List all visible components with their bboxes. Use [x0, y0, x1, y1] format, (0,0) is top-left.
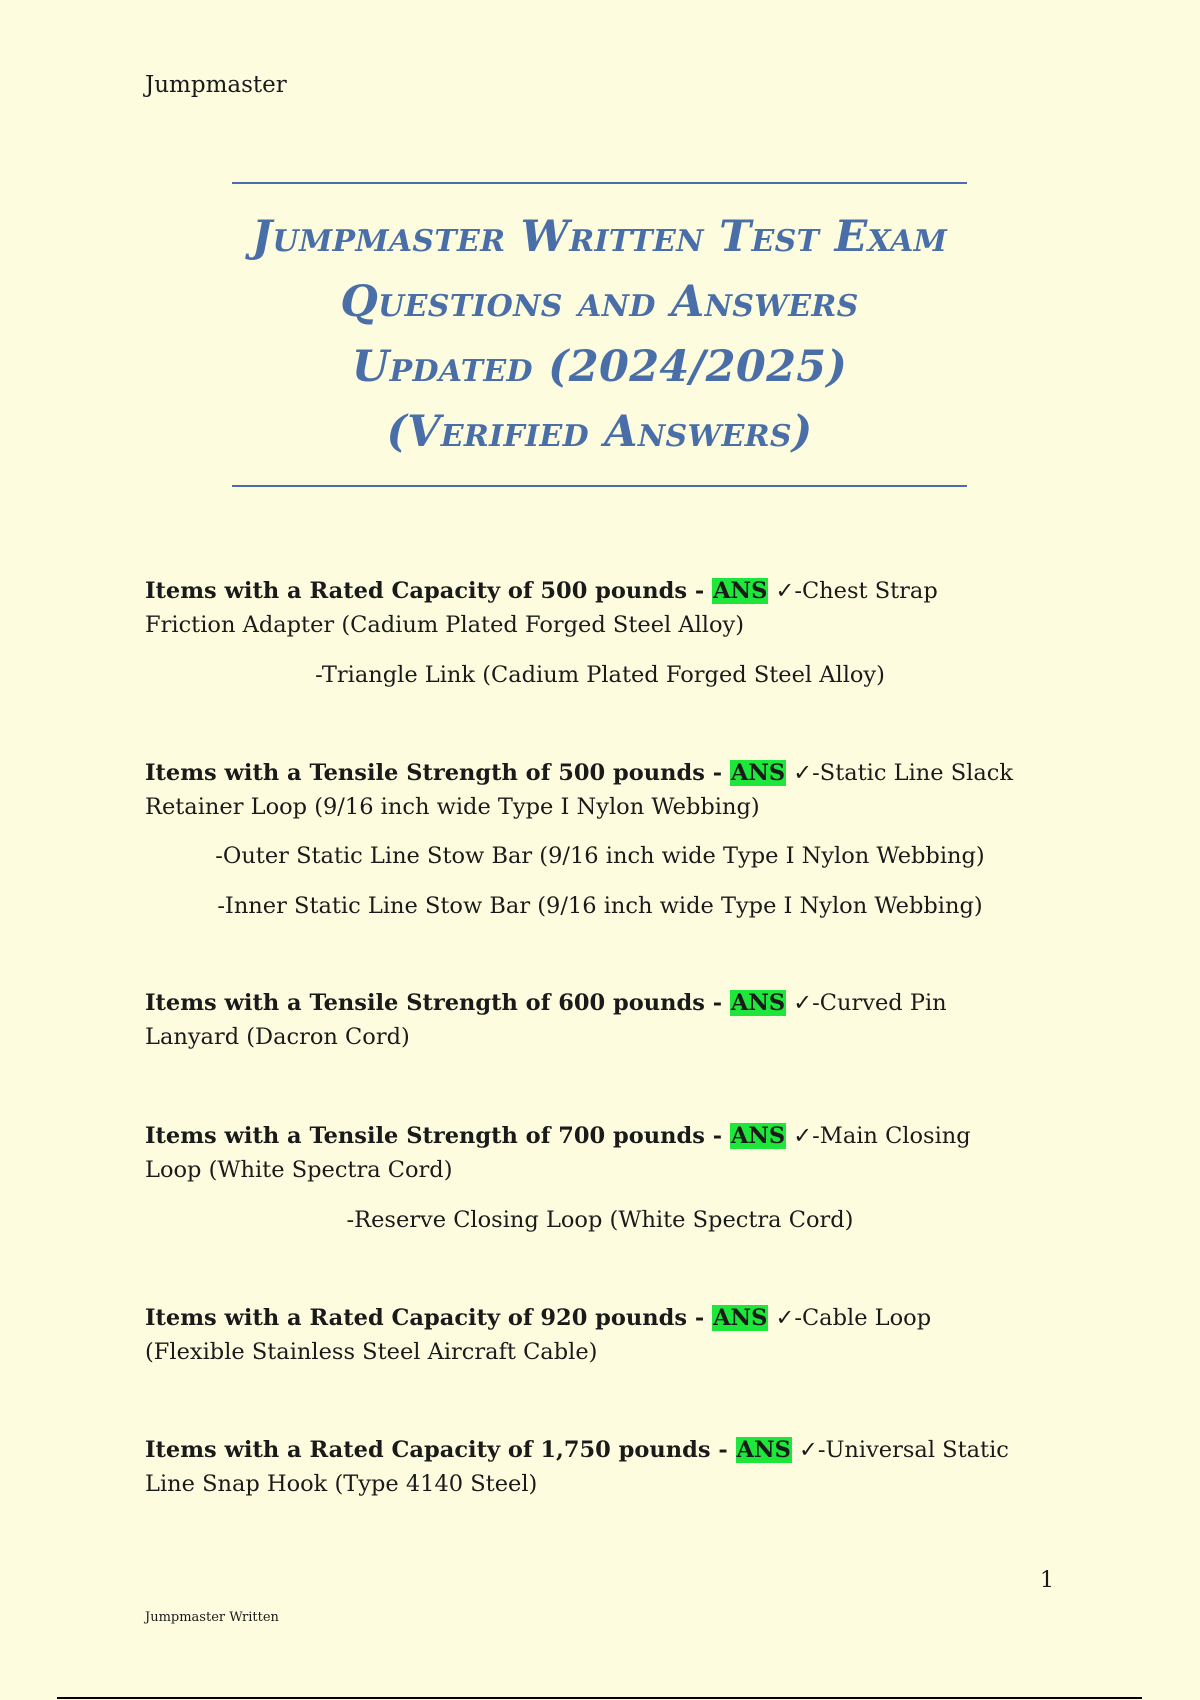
check-mark: ✓ — [786, 1123, 813, 1149]
question-text: Items with a Tensile Strength of 600 pounds - — [145, 990, 730, 1016]
title-line-3: Updated (2024/2025) — [351, 341, 848, 392]
title-line-2: Questions and Answers — [340, 276, 859, 327]
qa-item-2 — [145, 756, 1025, 824]
check-mark: ✓ — [791, 1437, 818, 1463]
document-title-block — [232, 182, 967, 487]
qa-item-1 — [145, 574, 1025, 642]
check-mark: ✓ — [768, 578, 795, 604]
check-mark: ✓ — [786, 990, 813, 1016]
ans-badge: ANS — [730, 1123, 786, 1149]
answer-sub-line: -Reserve Closing Loop (White Spectra Cord) — [346, 1207, 854, 1233]
question-text: Items with a Tensile Strength of 500 pounds - — [145, 760, 730, 786]
qa-item-3 — [145, 986, 1025, 1054]
qa-item-5 — [145, 1301, 1025, 1369]
ans-badge: ANS — [730, 990, 786, 1016]
running-header: Jumpmaster — [145, 72, 287, 98]
question-text: Items with a Rated Capacity of 1,750 pounds - — [145, 1437, 736, 1463]
ans-badge: ANS — [713, 1305, 768, 1331]
check-mark: ✓ — [768, 1305, 795, 1331]
page-number: 1 — [1040, 1568, 1054, 1593]
answer-sub-line: -Triangle Link (Cadium Plated Forged Steel Alloy) — [315, 662, 885, 688]
title-line-1: Jumpmaster Written Test Exam — [251, 211, 948, 262]
ans-badge: ANS — [730, 760, 786, 786]
question-text: Items with a Tensile Strength of 700 pounds - — [145, 1123, 730, 1149]
qa-item-4 — [145, 1119, 1025, 1187]
qa-item-6 — [145, 1433, 1025, 1501]
running-footer: Jumpmaster Written — [145, 1610, 279, 1625]
question-text: Items with a Rated Capacity of 500 pounds - — [145, 578, 713, 604]
answer-text: -Universal Static Line Snap Hook (Type 4140 Steel) — [145, 1437, 1009, 1497]
footer-divider — [57, 1697, 1142, 1699]
answer-text: -Curved Pin Lanyard (Dacron Cord) — [145, 990, 947, 1050]
answer-sub-line: -Inner Static Line Stow Bar (9/16 inch wide Type I Nylon Webbing) — [217, 893, 983, 919]
answer-sub-line: -Outer Static Line Stow Bar (9/16 inch wide Type I Nylon Webbing) — [215, 843, 985, 869]
answer-text: -Cable Loop (Flexible Stainless Steel Aircraft Cable) — [145, 1305, 932, 1365]
answer-text: -Static Line Slack Retainer Loop (9/16 inch wide Type I Nylon Webbing) — [145, 760, 1013, 820]
ans-badge: ANS — [736, 1437, 791, 1463]
check-mark: ✓ — [786, 760, 813, 786]
title-line-4: (Verified Answers) — [386, 406, 813, 457]
ans-badge: ANS — [713, 578, 768, 604]
answer-text: -Chest Strap Friction Adapter (Cadium Plated Forged Steel Alloy) — [145, 578, 938, 638]
answer-text: -Main Closing Loop (White Spectra Cord) — [145, 1123, 971, 1183]
question-text: Items with a Rated Capacity of 920 pounds - — [145, 1305, 713, 1331]
